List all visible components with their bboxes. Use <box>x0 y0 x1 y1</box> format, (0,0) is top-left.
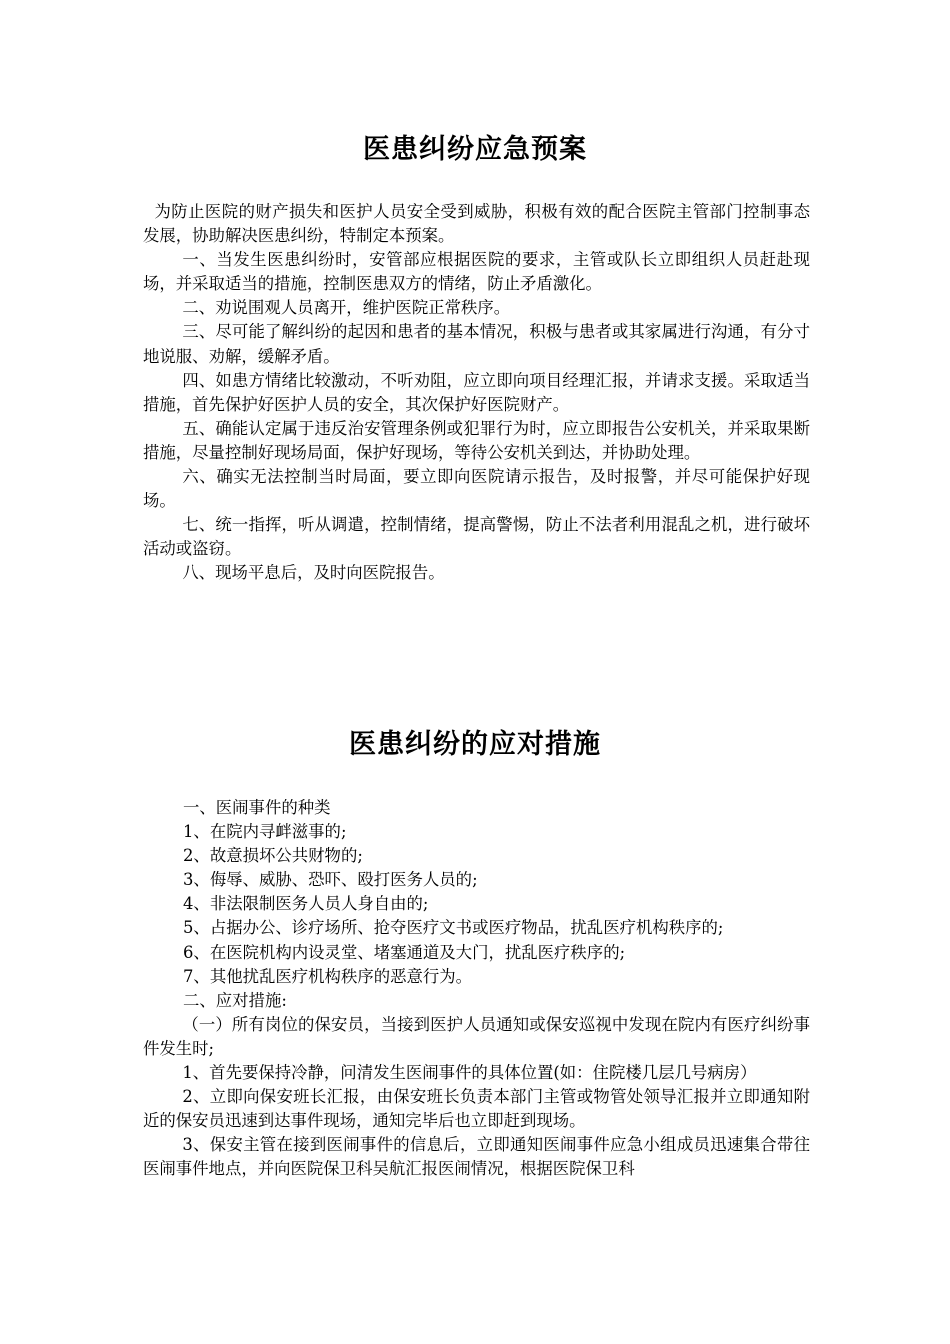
incident-type-item: 2、故意损坏公共财物的; <box>183 846 363 866</box>
measure-paragraph: 1、首先要保持冷静，问清发生医闹事件的具体位置(如：住院楼几层几号病房） <box>182 1063 757 1083</box>
measure-paragraph: （一）所有岗位的保安员，当接到医护人员通知或保安巡视中发现在院内有医疗纠纷事件发生时; <box>143 1014 810 1058</box>
plan-item-5: 五、确能认定属于违反治安管理条例或犯罪行为时，应立即报告公安机关，并采取果断措施，尽量控制好现场局面，保护好现场，等待公安机关到达，并协助处理。 <box>143 418 810 462</box>
incident-type-item: 5、占据办公、诊疗场所、抢夺医疗文书或医疗物品，扰乱医疗机构秩序的; <box>183 918 724 938</box>
plan-item-2: 二、劝说围观人员离开，维护医院正常秩序。 <box>182 298 511 318</box>
measure-paragraph: 3、保安主管在接到医闹事件的信息后，立即通知医闹事件应急小组成员迅速集合带往医闹事件地点，并向医院保卫科吴航汇报医闹情况，根据医院保卫科 <box>143 1135 810 1179</box>
plan-item-1: 一、当发生医患纠纷时，安管部应根据医院的要求，主管或队长立即组织人员赶赴现场，并采取适当的措施，控制医患双方的情绪，防止矛盾激化。 <box>143 250 810 294</box>
plan-item-3: 三、尽可能了解纠纷的起因和患者的基本情况，积极与患者或其家属进行沟通，有分寸地说服、劝解，缓解矛盾。 <box>143 322 810 366</box>
section-1-title: 医患纠纷应急预案 <box>363 134 587 165</box>
incident-type-item: 3、侮辱、威胁、恐吓、殴打医务人员的; <box>183 870 478 890</box>
section-2-body <box>143 796 810 1182</box>
measure-paragraph: 2、立即向保安班长汇报，由保安班长负责本部门主管或物管处领导汇报并立即通知附近的保安员迅速到达事件现场，通知完毕后也立即赶到现场。 <box>143 1087 810 1131</box>
plan-item-7: 七、统一指挥，听从调遣，控制情绪，提高警惕，防止不法者利用混乱之机，进行破坏活动或盗窃。 <box>143 515 810 559</box>
section-2-title: 医患纠纷的应对措施 <box>349 729 601 760</box>
section-1-body <box>143 200 810 586</box>
plan-item-8: 八、现场平息后，及时向医院报告。 <box>182 563 445 583</box>
intro-paragraph: 为防止医院的财产损失和医护人员安全受到威胁，积极有效的配合医院主管部门控制事态发展，协助解决医患纠纷，特制定本预案。 <box>143 202 810 246</box>
incident-type-item: 1、在院内寻衅滋事的; <box>183 822 347 842</box>
measures-heading: 二、应对措施: <box>183 990 287 1010</box>
incident-type-item: 4、非法限制医务人员人身自由的; <box>183 894 429 914</box>
incident-type-item: 6、在医院机构内设灵堂、堵塞通道及大门，扰乱医疗秩序的; <box>183 942 626 962</box>
incident-type-item: 7、其他扰乱医疗机构秩序的恶意行为。 <box>183 966 473 986</box>
plan-item-4: 四、如患方情绪比较激动，不听劝阻，应立即向项目经理汇报，并请求支援。采取适当措施，首先保护好医护人员的安全，其次保护好医院财产。 <box>143 370 810 414</box>
plan-item-6: 六、确实无法控制当时局面，要立即向医院请示报告，及时报警，并尽可能保护好现场。 <box>143 467 810 511</box>
incident-types-heading: 一、医闹事件的种类 <box>183 798 331 817</box>
